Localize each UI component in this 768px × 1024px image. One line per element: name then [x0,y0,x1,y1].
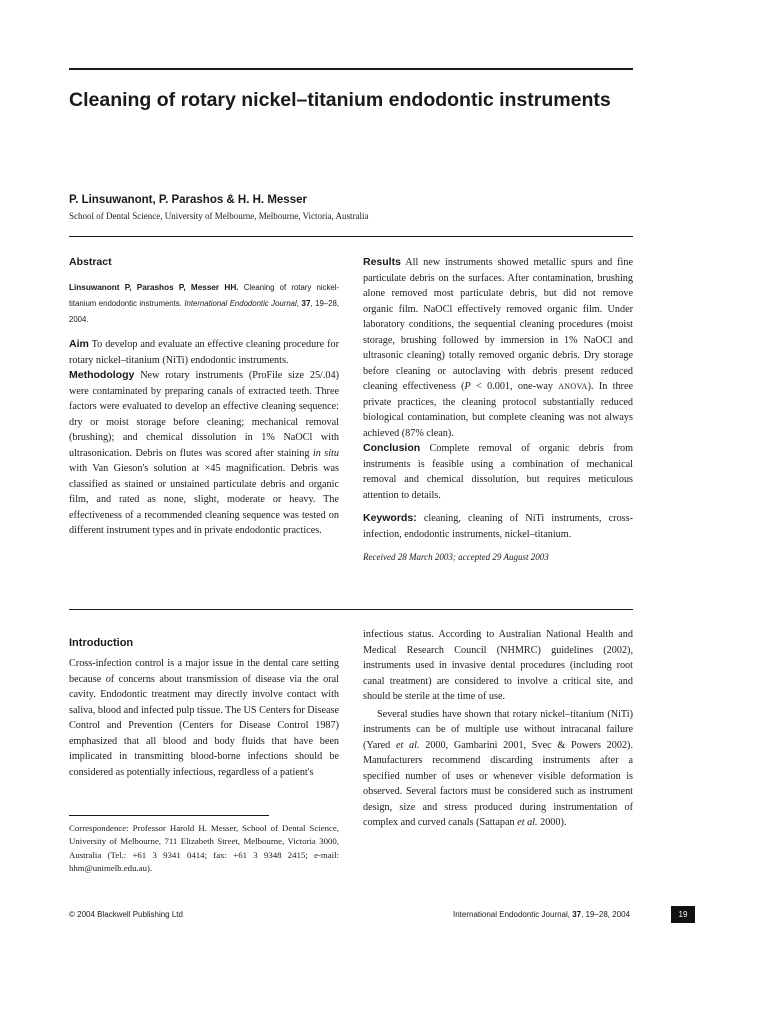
abstract-right-column [363,255,633,562]
footer-journal [453,910,630,919]
introduction-heading: Introduction [69,637,134,649]
article-title: Cleaning of rotary nickel–titanium endodontic instruments [69,89,611,111]
methodology-italic: in situ [312,447,339,459]
abstract-conclusion [363,441,633,503]
footnote-rule [69,815,269,816]
footer-journal-name: International Endodontic Journal, [453,910,573,919]
footer-copyright: © 2004 Blackwell Publishing Ltd [69,910,183,919]
abstract-top-rule [69,236,633,237]
citation-pages: , 19–28, 2004. [69,299,339,324]
results-text-3: ). In three private practices, the cleaning protocol substantially reduced biological contamination, but complete cleaning was not always achieved (87% clean). [363,381,633,439]
para2-et-al-2: et al. [517,817,538,828]
introduction-left-column [69,637,339,780]
abstract-citation: Linsuwanont P, Parashos P, Messer HH. Cleaning of rotary nickel-titanium endodontic instruments. International Endodontic Journal, 37, 19–28, 2004. [69,283,340,324]
footer-pages: , 19–28, 2004 [581,910,631,919]
results-text-1: All new instruments showed metallic spurs and fine particulate debris on the surfaces. After contamination, brushing alone removed most particulate debris, but did not remove organic film. NaOCl effectively removed organic film. Under laboratory conditions, the sequential cleaning procedures (moist storage, brushing followed by immersion in 1% NaOCl and ultrasonic cleaning) totally removed organic debris. Dry storage before cleaning or autoclaving with debris present reduced cleaning effectiveness ( [363,257,633,392]
abstract-bottom-rule [69,609,633,610]
conclusion-label: Conclusion [363,442,421,454]
methodology-text-2: with Van Gieson's solution at ×45 magnification. Debris was classified as stained or unstained particulate debris and organic film, and rated as none, slight, moderate or heavy. The effectiveness of a recommended cleaning sequence was tested on different instrument types and in private endodontic practices. [69,463,339,536]
citation-title: Cleaning of rotary nickel-titanium endodontic instruments. [69,283,340,308]
correspondence-text: Correspondence: Professor Harold H. Messer, School of Dental Science, University of Melbourne, 711 Elizabeth Street, Melbourne, Victoria 3000, Australia (Tel.: +61 3 9341 0414; fax: +61 3 9348 2415; e-mail: hhm@unimelb.edu.au). [69,823,339,873]
abstract-left-column [69,256,339,539]
footer-volume: 37 [572,910,582,919]
results-p-value: P [464,381,471,392]
para2-et-al-1: et al. [395,739,420,751]
author-list: P. Linsuwanont, P. Parashos & H. H. Messer [69,194,307,206]
abstract-methodology [69,368,339,539]
top-rule [69,68,633,70]
methodology-text-1: New rotary instruments (ProFile size 25/.04) were contaminated by preparing canals of extracted teeth. Three factors were evaluated to develop an effective cleaning sequence: dry or moist storage before cleaning; mechanical removal (brushing); and chemical dissolution in 1% NaOCl with ultrasonication. Debris on flutes was scored after staining [69,370,339,459]
conclusion-text: Complete removal of organic debris from instruments is feasible using a combination of mechanical removal and chemical dissolution, but requires meticulous attention to details. [363,443,633,501]
results-label: Results [363,256,401,268]
keywords-text: cleaning, cleaning of NiTi instruments, cross-infection, endodontic instruments, nickel–titanium. [363,513,633,540]
abstract-aim [69,337,339,368]
abstract-keywords [363,511,633,542]
affiliation: School of Dental Science, University of Melbourne, Melbourne, Victoria, Australia [69,211,369,221]
introduction-para-1: Cross-infection control is a major issue in the dental care setting because of concerns about transmission of disease via the oral cavity. Endodontic treatment may directly involve contact with saliva, blood and infected pulp tissue. The US Centers for Disease Control and Prevention (Centers for Disease Control 1987) emphasized that all blood and body fluids that have been implicated in transmitting blood-borne infections should be considered as potentially infectious, regardless of a patient's [69,658,339,778]
abstract-results [363,255,633,441]
introduction-right-column [363,627,633,831]
methodology-label: Methodology [69,369,135,381]
introduction-para-1-cont: infectious status. According to Australian National Health and Medical Research Council (NHMRC) guidelines (2002), instruments used in invasive dental procedures (including root canal treatment) are considered to involve a critical site, and should be sterile at the time of use. [363,629,633,702]
abstract-heading: Abstract [69,256,112,268]
para2-text-c: 2000). [537,817,567,828]
para2-text-b: 2000, Gambarini 2001, Svec & Powers 2002). Manufacturers recommend discarding instruments after a specified number of uses or whenever visible deformation is observed. Several factors must be considered such as instrument design, size and stress produced during instrumentation of complex and curved canals (Sattapan [363,739,633,828]
results-text-2: < 0.001, one-way [470,381,559,392]
citation-volume: 37 [301,299,311,308]
page-number: 19 [671,906,695,923]
citation-authors: Linsuwanont P, Parashos P, Messer HH. [69,283,239,292]
aim-label: Aim [69,338,89,350]
aim-text: To develop and evaluate an effective cleaning procedure for rotary nickel–titanium (NiTi) endodontic instruments. [69,339,339,366]
citation-journal: International Endodontic Journal [184,299,297,308]
introduction-para-2 [363,707,633,831]
keywords-label: Keywords: [363,512,417,524]
results-anova: ANOVA [558,382,588,391]
received-dates: Received 28 March 2003; accepted 29 August 2003 [363,552,549,562]
correspondence-footnote [69,822,339,875]
para2-text-a: Several studies have shown that rotary nickel–titanium (NiTi) instruments can be of multiple use without intracanal failure (Yared [363,708,633,751]
